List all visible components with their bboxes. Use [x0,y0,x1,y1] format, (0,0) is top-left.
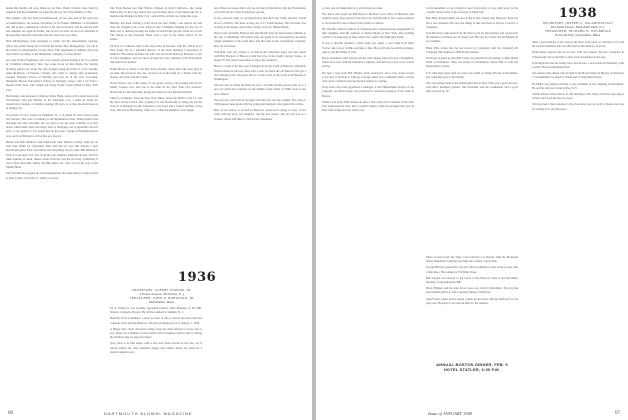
class-1938-secretary: SECRETARY, JOSEPH C. PALAMOUNTAIN [542,21,614,25]
article-paragraph: Ed Kerr is a business man in the real estate in Newark, with the offices at 13 Pine Street. He is a splendid director of the State Aviation Corporation of America. His family includes his wife, his son in the Hanover Hospital, a pair of twin daughters, and two more prospective sons, pushing in the Hotel Rich and other Ford dealers. [110,43,202,65]
boston-dinner-heading [424,362,520,372]
article-paragraph: Bertha and Burt Ruthard with them from their Willow-Cottage. Add-ons on visit Phil Smith for Christmas. Phil said that he was still driving a new Dartmouth green Ford convertible and everything was in order. Bill Ruthard is back at work that's now fast, from the past summer. Sailboats moved, with the same attitude as usual, dinner learnt from his past the recovery. Ultimately it was a hole until Mrs. Ruthy and Bill dined out, who was on his way to the Merlin Hotel. [6,139,98,170]
article-paragraph: There is a business, from the New York Times, about the Harbor Coal Co. and the New Jersey branch. The company for the Boardwalk is being run for the town. It is managed by the company's own board and a former member of the class, this one in Harrisburg, where for a while the members were happy. [110,95,202,113]
article-paragraph: In the meantime we are hoping to hear from many of you with news for the column. Please write to the secretary at Montclair. [426,6,518,15]
left-page-column-2 [110,6,202,115]
article-paragraph: Ed Fisher was named assistant to the president of his company in December. He and his wife are living in Rye, N. Y. [532,81,624,90]
class-1938-secretary-address: 48 Grand Street, Ridgefield Park, N. J. [550,25,606,29]
right-page-column-1 [322,6,414,114]
article-paragraph: Alan Foster writes from London, where he has been with the embassy for the past year. He hopes to be back in time for the reunion. [426,296,518,305]
article-paragraph: Here is a reply from that note I thought about the event at Hanover when Bob Walton tallied in the new rules with a class in which the old Hanover Inn got a new shaving room. The news here is a better view of the work of the Bureau of Washington. [214,64,306,82]
class-year-1938: 1938 [558,6,598,21]
article-paragraph: Hartford Food Containers, a short account of this is that he has been with the company since leaving Hanover. The new promotion is as of January 1, 1949. [110,316,202,325]
article-paragraph: Word has reached us that Phil Carter was married in November to Miss Helen Ward of Baltimore. They are living in Washington where Phil is with the Department of State. [426,56,518,69]
left-page-column-1 [6,6,98,182]
article-paragraph: Tony Gallo has been appointed a manager at the Philadelphia branch of the company, and Bob Keane was promoted to assistant treasurer of the bank in Boston. [322,85,414,98]
article-paragraph: It is with deep regret that we report the death of Walter Brooks in December. Our sympathy goes to his family. [426,70,518,79]
article-paragraph: Buckley has been writing a brief about his new family—the editors are and after the changes took a new office in the Columbus building for the two of them, not to mention leaving the home in which Edie got her whole set of bid. The editors at the Lancaster Hotel were a part of the whole school of the winter. [110,20,202,42]
article-paragraph: Bob Kemp, who has been at Monroe Junior High, writes with a short note from Westchester. The new Henley of the Chairman, was a name he made for ourselves by reunion, on Sunday evening. He says, as of late, the main house is in Springs Va. [6,93,98,111]
article-paragraph: Jack Morrison came back from the West Coast for the holidays and reports that the members out there are all doing well. He saw Stu Clark and Ed Bennett in Los Angeles. [426,31,518,44]
article-paragraph: While I was at the 20th reunion in June, I had a talk with a number of the class who expressed the hope that a reunion dinner could be arranged this year in New York. Plans are now under way. [322,99,414,113]
article-paragraph: Ed A. Hargrove was recently appointed Eastern Sales Manager of the Hill-Roberts Company, Boston. He will be resident in Summit, N. J. [110,306,202,315]
article-paragraph: We had a note from Bill Hartley from Greenwich and a note from George Cross who is moving to Chicago. George asked us to remember him to all the class and to remind everyone that the reunion is coming. [322,70,414,84]
article-paragraph: Harry Greenleaf writes that he and his wife, Marge, have moved to Springfield, where he is now with the insurance company, and their two boys are in school nearby. [322,56,414,69]
article-paragraph: Bob Hunt and his family are now living in the country near Hanover, where he has a new business. He says the skiing is fine and there is always a bed for a classmate. [426,16,518,29]
right-page-column-2 [426,6,518,96]
article-paragraph: Jim Fairchild has popped up at his headquarters the same station, Camp arrived at Nina Cecile, born July 27, 1948, you write. [6,171,98,180]
class-1936-officers [116,288,208,304]
class-1938-treasurer: TREASURER, RICHARD H. HOLBROOK [544,29,612,33]
magazine-footer-title: DARTMOUTH ALUMNI MAGAZINE [104,411,193,416]
class-1938-heading [532,6,624,37]
article-paragraph: There is news from the West: Carl Ludwig is in Denver with the Mountain States Telephone Company and likes the country a great deal. [426,255,518,264]
class-1936-heading [178,270,217,285]
article-paragraph: Dave Whitney and his wife have a new son, born in November. The boy has been named David Jr. and is already talking of Hanover. [426,286,518,295]
article-paragraph: One last note and we'll be through with this year and the column. The class of 1936 appears here again with the young and energetic class agent who writes. [214,97,306,107]
article-paragraph: Tom Bell, who has written to us before the Christmas party, had also lunch with Bob Hackett of Hanover with his boys in the South Conway home, on Route 25. The others were there to enjoy the weekend. [214,49,306,63]
left-page [0,0,312,420]
article-paragraph: Bert Gilbert, who has been incommunicado of late, has sent us the next best accommodation, our nearest November as in Former Members of November last. He is now a lieutenant colonel of the Sports Section, and he and his wife and daughter are again in Parker, and in part on what we are now informed is the apparent side that could still stop the bases yet to be done. [6,16,98,38]
right-page [316,0,628,420]
class-1938-treasurer-address: Hotel Worthy, Springfield, Mass. [554,33,602,37]
article-paragraph: George Hill has opened his own law office in Hartford, after several years with a firm there. His address is 750 Main Street. [426,265,518,274]
article-paragraph: Tom Reynolds and his family have moved into a new house in Wellesley. Tom is with a Boston publishing firm. [532,60,624,70]
article-paragraph: We have had a fine response to the class letter and we want to thank everyone for writing in to us with news. [532,102,624,111]
class-year-1936: 1936 [178,270,217,285]
article-paragraph: In the previous issue we prognosticated that Bob and Claire Gleason would move to Illinois. The news is they are at 37 South Avenue. The old timer was recently at the house, and in New Jersey, at the St. Helens Home. [214,16,306,29]
boston-dinner-title: ANNUAL BOSTON DINNER, FEB. 5 [436,362,508,367]
issue-date-footer: Issue of JANUARY 1949 [428,411,473,416]
article-paragraph: inside this month will soon make up the folio. Basil Crowell, Lake Sails by daughter and the classmates we joined in the top rail of the Rainbow Club. [6,6,98,15]
article-paragraph: You know that you'll see Bill Ryan in the Red Cross office in Hartford, that Arthur is busy, more people from the front, and this time it was a great pleasure to be reached by one of them in the North as a fellow. [322,12,414,25]
article-paragraph: Bob, as you know, is located in Hanover, where he is going to carry on his work with the boys, his daughter, and the new house. The old job was as a teacher, and he still likes to visit all the classmates. [214,108,306,121]
article-paragraph: With a great turnout of the class at the New York party, we learned a lot from the present members who are still fresh in the memory of us all. [532,40,624,49]
article-paragraph: a class, and we thank him for a well written account. [322,6,383,10]
article-paragraph: Frank Hood's a visitor to the Bay State recently, where the folks were glad to see him. Hood knows the area, and he was at the bank for a dinner with Al, Norma, and Jack with his cousin. [110,66,202,80]
article-paragraph: The Earle Barnes and Sam Wilcox Clippers in from California—the young Nelson Boy in the Cape region and a good many more of the things like not to mention the Dodgers in Daly City—and will be at their new home this year. [110,6,202,19]
article-paragraph: Neal Crofts and Dick Henrich and Jim Merrill have all moved their families to the city, to Pittsburgh. We believe they are going to be welcomed by the many former members of the team there and the folks in the Canonsburg company, they are now there. [214,31,306,48]
right-page-column-3 [532,40,624,113]
boston-dinner-venue: HOTEL STATLER, 6:30 P.M. [443,367,501,372]
article-paragraph: The annual class dinner will be held at the Hotel Statler in Boston on February 5. All members are urged to attend and to bring their friends. [532,71,624,80]
page-number-left: 66 [8,411,13,416]
article-paragraph: At Class in New Englander who was recently spotted having a bit of a surfeit in Columbia University's first. See some down in that whole, the Sunday morning papers last week. He who brought along his bride of a few months, Anne Bernhard, of Trenton, Canada, who came to college after graduation. General Hospital School of Nursing and was 42 in the year according. Remnants Boston University's School of Nursing's career, with a wit from a Degree from there. The couple are living in the Chapel Hotel in New York City. [6,58,98,92]
class-1936-secretary: SECRETARY, ALBERT INGRAM, JR. [132,288,192,292]
article-paragraph: Norm Tucker, one of the oldest of our guard, writes a card stating that he has finally crossed over, and was at the bank for the New York City Advisory Board and for the sixth time, giving his support to the Dartmouth Fund. [110,81,202,94]
article-paragraph: Mr. and Mrs. Robert Lamson of Tennessee have announced the engagement of their daughter, Dorothy Lamson, to Robert Boyle of New York. The wedding will be at Chattanooga in June, where the couple will make their home. [322,26,414,40]
left-page-column-3 [214,6,306,123]
class-1936-secretary-address: 2 Essex Avenue, Montclair, N. J. [139,292,185,296]
article-paragraph: Frank Bates reports that he is now with the General Electric Company in Schenectady and would like to hear from classmates in the area. [532,50,624,59]
article-paragraph: Charlie Morse writes that he is still teaching at the school in Exeter and enjoys it more each year. He has two boys. [532,92,624,101]
article-paragraph: It was a cheerful moment a little while ago when a card came from Dick Taylor, who is now in Ohio and likes it fine. He is with the Goodrich Company, Akron, and his family is well. [322,41,414,54]
article-paragraph: Your class is in fine shape, with a few new faces around in the line, all of whom wished the other members happy days ahead. There are plans for a special reunion soon. [110,341,202,354]
article-paragraph: A Happy New Year! And best wishes from the class officers to every one of you. There are a number of news items from classmates which came in during the holidays and are reported below. [110,326,202,340]
right-page-column-2-lower [426,255,518,307]
article-paragraph: The class dinner held at the Dartmouth Club in New York was a great success, with thirty members present. Jim Fairbanks was the toastmaster and a good time was had by all. [426,81,518,94]
left-page-column-2-continued [110,306,202,356]
class-1936-treasurer-address: Barnstable, Mass. [149,300,175,304]
article-paragraph: Just one way in which the Hanover boys, at Frank and his spaces went on to a new job which the company, by the middle of the winter of 1948, wrote to the new address. [214,83,306,96]
article-paragraph: Good news for the citizens of Plainfield, N. J. of whom all were active in the last election. The class is running as the Republican ticket. Filled tabled class meetings has also prevailed. We are glad to see the state working on a new house which didn't have this many sites to mortgage, but it apparently did not have a vote against it. It is stated that he has been a judge in Plainfield before now, and Carl Edward is still active as a lawyer. [6,112,98,138]
page-number-right: 67 [615,411,620,416]
article-paragraph: Dick Montgomery, from returning to Camp and his Advertising's Chicago office, has joined along, the word that the leader, Mrs. Montgomery, was out to the States by Montgomery by the office. This agreement is definite, final and irrevocable. Goodbye to the immediate company of a fine friend. [6,39,98,57]
article-paragraph: tion. There are some others who are serving as Executives with the Foundation, you will read all of this in their new reports. [214,6,306,15]
article-paragraph: Bill Sargent was elected to the board of the Hanover bank at the December meeting. Congratulations, Bill. [426,275,518,285]
article-paragraph: Hank Ellis writes that he has moved to Cleveland with the Standard Oil Company. His address is 2200 Euclid Avenue. [426,45,518,54]
class-1936-treasurer: TREASURER, JOHN S. ROBINSON, JR. [129,296,195,300]
